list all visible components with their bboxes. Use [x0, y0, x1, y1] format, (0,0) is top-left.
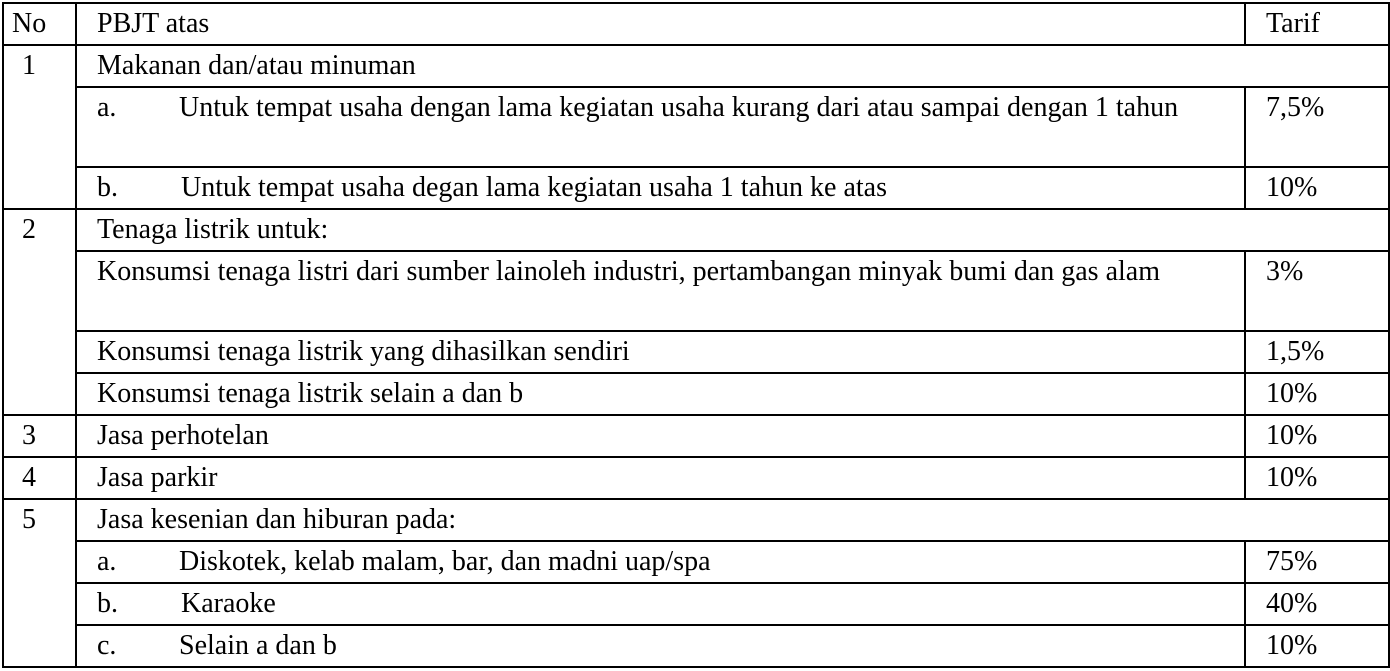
item-cell	[76, 251, 1245, 331]
tarif-cell: 10%	[1245, 457, 1389, 499]
pbjt-tariff-table	[2, 2, 1390, 668]
header-item: PBJT atas	[76, 3, 1245, 45]
row-number: 1	[3, 45, 76, 209]
table-row	[3, 251, 1389, 331]
row-number: 5	[3, 499, 76, 667]
item-cell	[76, 331, 1245, 373]
item-cell	[76, 583, 1245, 625]
row-number: 3	[3, 415, 76, 457]
item-cell	[76, 373, 1245, 415]
item-cell	[76, 625, 1245, 667]
group-title: Tenaga listrik untuk:	[76, 209, 1389, 251]
row-number: 4	[3, 457, 76, 499]
table-row	[3, 167, 1389, 209]
row-number: 2	[3, 209, 76, 415]
table-row	[3, 45, 1389, 87]
item-letter: a.	[97, 92, 117, 123]
table-row	[3, 583, 1389, 625]
table-row	[3, 331, 1389, 373]
group-title: Jasa perhotelan	[76, 415, 1245, 457]
header-no: No	[3, 3, 76, 45]
tarif-cell: 10%	[1245, 167, 1389, 209]
tarif-cell: 10%	[1245, 415, 1389, 457]
item-text: Untuk tempat usaha degan lama kegiatan usaha 1 tahun ke atas	[181, 172, 887, 203]
item-letter: b.	[97, 172, 118, 203]
tarif-cell: 40%	[1245, 583, 1389, 625]
table-header-row	[3, 3, 1389, 45]
item-text: Karaoke	[181, 588, 276, 619]
item-text: Untuk tempat usaha dengan lama kegiatan usaha kurang dari atau sampai dengan 1 tahun	[179, 92, 1179, 123]
item-text: Diskotek, kelab malam, bar, dan madni uap/spa	[179, 546, 711, 577]
item-letter: a.	[97, 546, 117, 577]
tarif-cell: 1,5%	[1245, 331, 1389, 373]
tarif-cell: 10%	[1245, 625, 1389, 667]
group-title: Jasa parkir	[76, 457, 1245, 499]
table-row	[3, 499, 1389, 541]
tarif-cell: 3%	[1245, 251, 1389, 331]
tarif-cell: 7,5%	[1245, 87, 1389, 167]
header-tarif: Tarif	[1245, 3, 1389, 45]
tarif-cell: 75%	[1245, 541, 1389, 583]
tariff-table-container	[2, 2, 1390, 668]
item-cell	[76, 167, 1245, 209]
tarif-cell: 10%	[1245, 373, 1389, 415]
item-text: Konsumsi tenaga listri dari sumber lainoleh industri, pertambangan minyak bumi dan gas alam	[97, 256, 1160, 287]
table-row	[3, 625, 1389, 667]
item-text: Konsumsi tenaga listrik selain a dan b	[97, 378, 524, 409]
item-cell	[76, 87, 1245, 167]
item-text: Konsumsi tenaga listrik yang dihasilkan sendiri	[97, 336, 630, 367]
table-row	[3, 373, 1389, 415]
item-letter: c.	[97, 630, 117, 661]
item-text: Selain a dan b	[179, 630, 337, 661]
group-title: Jasa kesenian dan hiburan pada:	[76, 499, 1389, 541]
table-row	[3, 541, 1389, 583]
group-title: Makanan dan/atau minuman	[76, 45, 1389, 87]
table-row	[3, 87, 1389, 167]
table-row	[3, 457, 1389, 499]
table-row	[3, 415, 1389, 457]
item-letter: b.	[97, 588, 118, 619]
item-cell	[76, 541, 1245, 583]
table-row	[3, 209, 1389, 251]
